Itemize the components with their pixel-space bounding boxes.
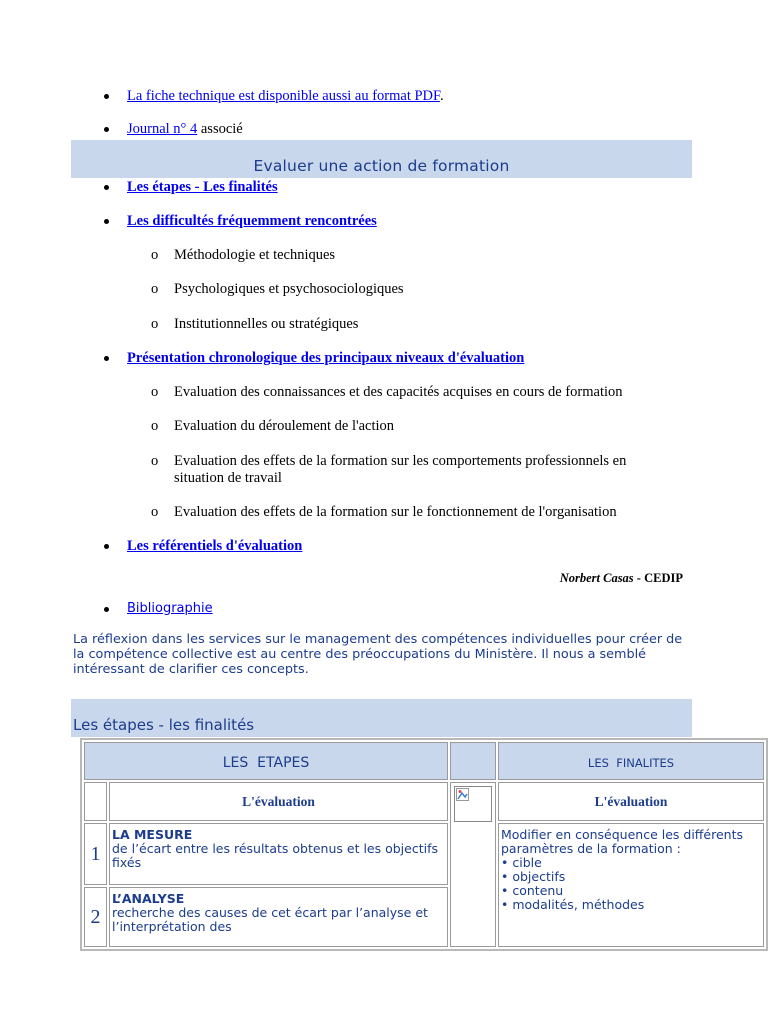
author-sep: -	[633, 571, 645, 585]
link-referentiels[interactable]: Les référentiels d'évaluation	[127, 538, 303, 554]
sub-item-text: Evaluation des effets de la formation sur les comportements professionnels en situation de travail	[174, 453, 627, 486]
col-header-finalites	[498, 742, 764, 780]
intro-paragraph: La réflexion dans les services sur le management des compétences individuelles pour créer de la compétence collective est au centre des préoccupations du Ministère. Il nous a semblé intéressant de clarifier ces concepts.	[73, 632, 683, 677]
finalite-item: • cible	[501, 855, 542, 870]
link-bibliographie[interactable]: Bibliographie	[127, 601, 213, 616]
bullet	[104, 219, 109, 224]
bullet	[104, 185, 109, 190]
row-number	[84, 823, 107, 885]
left-sub-header	[109, 782, 448, 821]
broken-image-icon	[454, 786, 492, 822]
journal-after: associé	[197, 121, 243, 137]
etape-cell	[109, 887, 448, 947]
finalites-intro: Modifier en conséquence les différents paramètres de la formation :	[501, 827, 744, 856]
sub-item-text: Psychologiques et psychosociologiques	[174, 281, 404, 297]
etapes-title-bar	[71, 699, 692, 737]
sub-item-text: Institutionnelles ou stratégiques	[174, 316, 359, 332]
sub-item-text: Evaluation des effets de la formation sur le fonctionnement de l'organisation	[174, 504, 617, 520]
sub-marker: o	[151, 316, 159, 332]
journal-link[interactable]: Journal n° 4	[127, 121, 198, 137]
sub-item-text: Méthodologie et techniques	[174, 247, 336, 263]
author-line	[560, 571, 683, 586]
finalite-item: • contenu	[501, 883, 564, 898]
etape-cell	[109, 823, 448, 885]
row-number-label: 1	[90, 842, 101, 865]
bullet	[104, 127, 109, 132]
right-sub-header	[498, 782, 764, 821]
left-sub-header-label: L'évaluation	[242, 793, 315, 809]
finalites-cell	[498, 823, 764, 947]
sub-marker: o	[151, 504, 159, 520]
bullet	[104, 94, 109, 99]
etape-title: L’ANALYSE	[112, 891, 185, 906]
sub-marker: o	[151, 418, 159, 434]
etape-text: de l’écart entre les résultats obtenus et les objectifs fixés	[112, 841, 439, 870]
col-header-finalites-label: LES FINALITES	[587, 755, 675, 770]
spacer-header	[450, 742, 496, 780]
link-etapes[interactable]: Les étapes - Les finalités	[127, 179, 278, 195]
link-difficultes[interactable]: Les difficultés fréquemment rencontrées	[127, 213, 377, 229]
etapes-title: Les étapes - les finalités	[73, 716, 255, 734]
pdf-after: .	[439, 88, 444, 104]
sub-marker: o	[151, 247, 159, 263]
bullet	[104, 544, 109, 549]
etape-text: recherche des causes de cet écart par l’analyse et l’interprétation des	[112, 905, 428, 934]
sub-marker: o	[151, 281, 159, 297]
link-presentation[interactable]: Présentation chronologique des principaux niveaux d'évaluation	[127, 350, 525, 366]
col-header-etapes-label: LES ETAPES	[222, 754, 310, 771]
row-number-label: 2	[90, 905, 101, 928]
finalite-item: • objectifs	[501, 869, 566, 884]
row-number	[84, 887, 107, 947]
col-header-etapes	[84, 742, 448, 780]
etapes-table	[80, 738, 768, 951]
section-title: Evaluer une action de formation	[253, 157, 510, 175]
sub-item-text: Evaluation du déroulement de l'action	[174, 418, 395, 434]
sub-item-text: Evaluation des connaissances et des capacités acquises en cours de formation	[174, 384, 623, 400]
finalite-item: • modalités, méthodes	[501, 897, 645, 912]
empty-num-cell	[84, 782, 107, 821]
sub-marker: o	[151, 384, 159, 400]
bullet	[104, 607, 109, 612]
right-sub-header-label: L'évaluation	[594, 793, 668, 809]
section-title-bar	[71, 140, 692, 178]
etape-title: LA MESURE	[112, 827, 193, 842]
image-cell	[450, 782, 496, 947]
pdf-link[interactable]: La fiche technique est disponible aussi au format PDF	[127, 88, 440, 104]
author-org: CEDIP	[644, 571, 683, 585]
bullet	[104, 356, 109, 361]
sub-marker: o	[151, 453, 159, 469]
author-name: Norbert Casas	[559, 571, 634, 585]
